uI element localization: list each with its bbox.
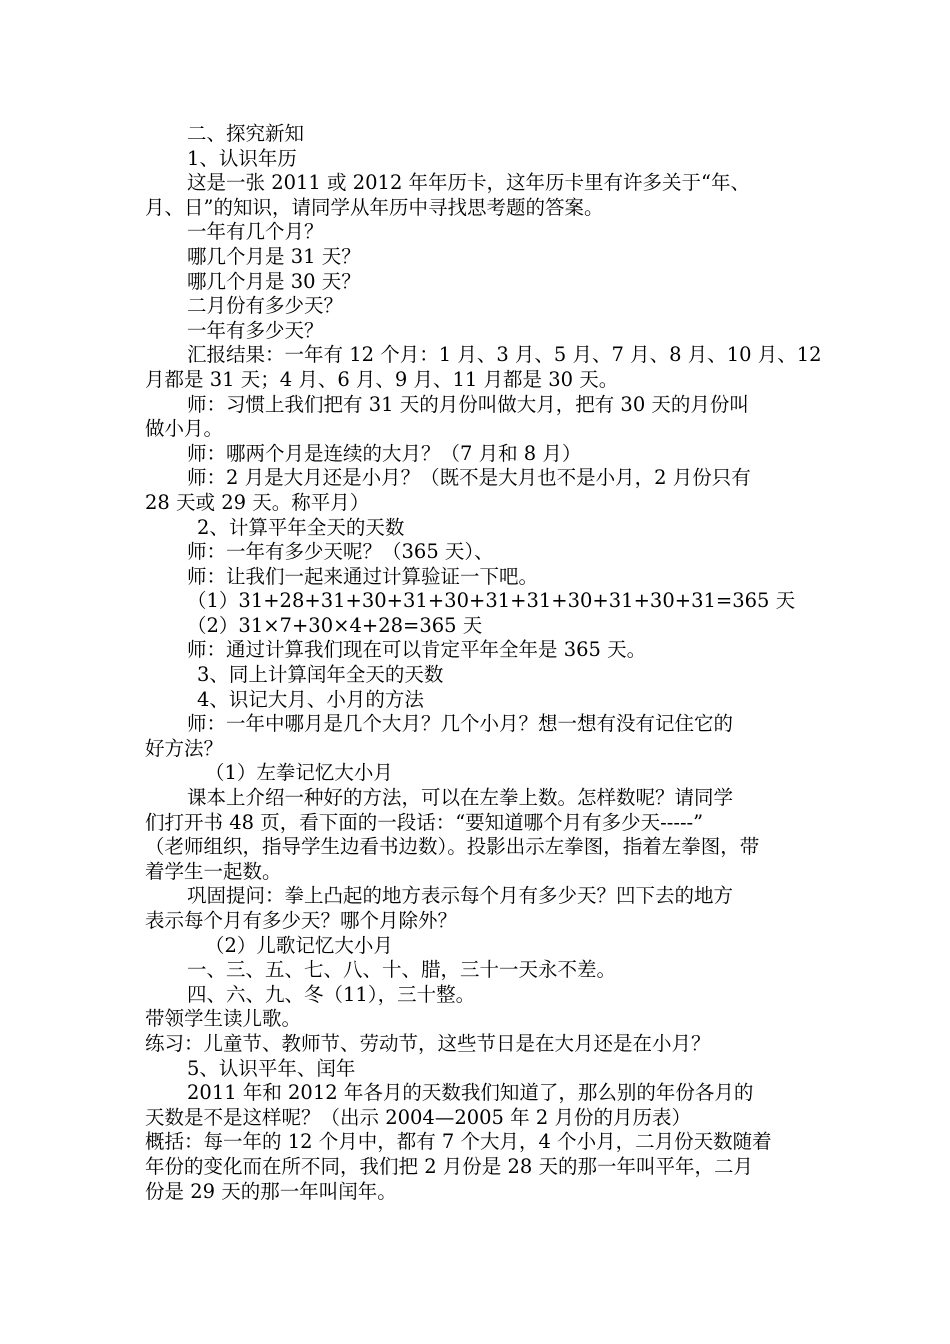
subsection-heading: （2）儿歌记忆大小月 xyxy=(205,933,393,957)
section-heading: 二、探究新知 xyxy=(187,122,305,145)
question-line: 一年有几个月？ xyxy=(187,220,324,244)
paragraph-line: 课本上介绍一种好的方法，可以在左拳上数。怎样数呢？请同学 xyxy=(187,786,734,810)
exercise-line: 练习：儿童节、教师节、劳动节，这些节日是在大月还是在小月？ xyxy=(145,1031,711,1055)
summary-line: 概括：每一年的 12 个月中，都有 7 个大月，4 个小月，二月份天数随着 xyxy=(145,1130,772,1154)
paragraph-line: （老师组织，指导学生边看书边数）。投影出示左拳图，指着左拳图，带 xyxy=(145,835,760,859)
paragraph-line: 巩固提问：拳上凸起的地方表示每个月有多少天？凹下去的地方 xyxy=(187,884,734,908)
subsection-heading: 1、认识年历 xyxy=(187,146,297,170)
document-body xyxy=(145,122,822,1204)
subsection-heading: 3、同上计算闰年全天的天数 xyxy=(197,663,444,687)
paragraph-line: 表示每个月有多少天？哪个月除外？ xyxy=(145,909,458,932)
summary-line: 年份的变化而在所不同，我们把 2 月份是 28 天的那一年叫平年，二月 xyxy=(145,1154,754,1178)
paragraph-line: 月、日”的知识，请同学从年历中寻找思考题的答案。 xyxy=(145,195,604,219)
rhyme-line: 四、六、九、冬（11），三十整。 xyxy=(187,982,476,1006)
question-line: 二月份有多少天？ xyxy=(187,294,344,318)
paragraph-line: 做小月。 xyxy=(145,417,224,441)
paragraph-line: 带领学生读儿歌。 xyxy=(145,1007,302,1031)
paragraph-line: 着学生一起数。 xyxy=(145,859,282,883)
subsection-heading: 4、识记大月、小月的方法 xyxy=(197,687,424,711)
subsection-heading: 5、认识平年、闰年 xyxy=(187,1056,356,1080)
summary-line: 份是 29 天的那一年叫闰年。 xyxy=(145,1179,397,1203)
paragraph-line: 师：2 月是大月还是小月？（既不是大月也不是小月，2 月份只有 xyxy=(187,466,751,490)
paragraph-line: 师：习惯上我们把有 31 天的月份叫做大月，把有 30 天的月份叫 xyxy=(187,392,749,416)
paragraph-line: 28 天或 29 天。称平月） xyxy=(145,490,370,514)
formula-line: （2）31×7+30×4+28=365 天 xyxy=(187,613,483,637)
subsection-heading: 2、计算平年全天的天数 xyxy=(197,515,405,539)
question-line: 哪几个月是 31 天？ xyxy=(187,244,361,268)
question-line: 哪几个月是 30 天？ xyxy=(187,269,361,293)
paragraph-line: 2011 年和 2012 年各月的天数我们知道了，那么别的年份各月的 xyxy=(187,1081,754,1105)
paragraph-line: 汇报结果：一年有 12 个月：1 月、3 月、5 月、7 月、8 月、10 月、12 xyxy=(187,343,822,367)
paragraph-line: 们打开书 48 页，看下面的一段话：“要知道哪个月有多少天-----” xyxy=(145,810,704,834)
paragraph-line: 这是一张 2011 或 2012 年年历卡，这年历卡里有许多关于“年、 xyxy=(187,171,751,195)
paragraph-line: 月都是 31 天；4 月、6 月、9 月、11 月都是 30 天。 xyxy=(145,367,619,391)
subsection-heading: （1）左拳记忆大小月 xyxy=(205,761,393,785)
formula-line: （1）31+28+31+30+31+30+31+31+30+31+30+31=365 天 xyxy=(187,589,796,613)
paragraph-line: 师：一年有多少天呢？（365 天）、 xyxy=(187,540,494,564)
paragraph-line: 好方法？ xyxy=(145,736,224,760)
paragraph-line: 师：一年中哪月是几个大月？几个小月？想一想有没有记住它的 xyxy=(187,712,734,736)
paragraph-line: 师：让我们一起来通过计算验证一下吧。 xyxy=(187,564,539,588)
question-line: 一年有多少天？ xyxy=(187,318,324,342)
paragraph-line: 天数是不是这样呢？（出示 2004—2005 年 2 月份的月历表） xyxy=(145,1105,691,1129)
rhyme-line: 一、三、五、七、八、十、腊，三十一天永不差。 xyxy=(187,958,617,982)
paragraph-line: 师：哪两个月是连续的大月？（7 月和 8 月） xyxy=(187,441,582,465)
paragraph-line: 师：通过计算我们现在可以肯定平年全年是 365 天。 xyxy=(187,638,647,662)
